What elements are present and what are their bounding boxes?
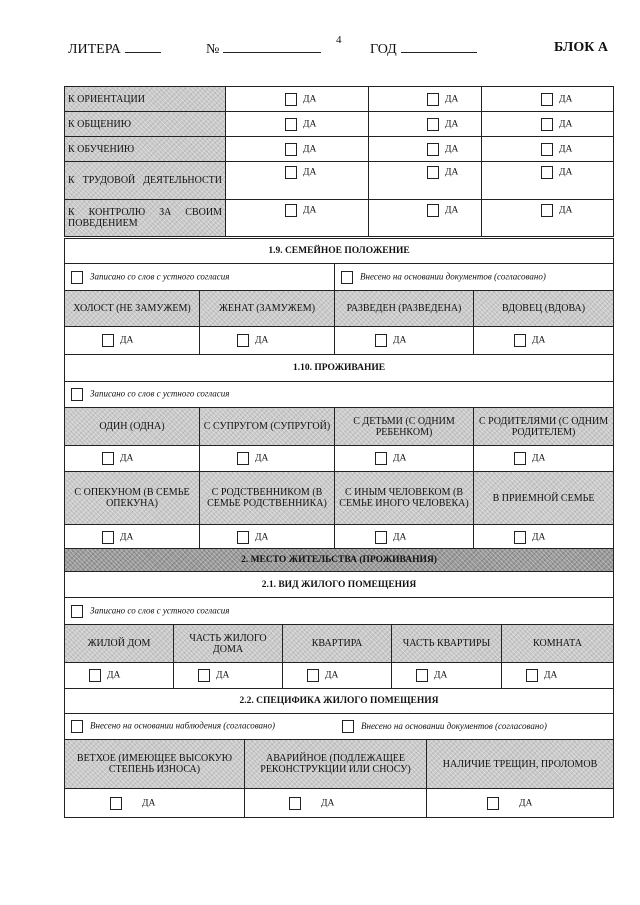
attitude-label: К ТРУДОВОЙ ДЕЯТЕЛЬНОСТИ bbox=[65, 162, 226, 200]
checkbox[interactable] bbox=[289, 797, 301, 810]
yes-option[interactable] bbox=[226, 200, 369, 237]
option-label: С РОДСТВЕННИКОМ (В СЕМЬЕ РОДСТВЕННИКА) bbox=[200, 472, 335, 525]
number-field[interactable] bbox=[206, 40, 321, 58]
checkbox[interactable] bbox=[285, 143, 297, 156]
yes-label: ДА bbox=[120, 453, 134, 464]
yes-option[interactable] bbox=[474, 327, 614, 355]
note-label: Внесено на основании документов (согласовано) bbox=[360, 271, 546, 282]
yes-option[interactable] bbox=[174, 663, 283, 689]
yes-label: ДА bbox=[325, 670, 339, 681]
year-blank[interactable] bbox=[401, 40, 477, 53]
attitude-label: К ОРИЕНТАЦИИ bbox=[65, 87, 226, 112]
yes-label: ДА bbox=[303, 167, 317, 178]
yes-label: ДА bbox=[445, 94, 459, 105]
yes-option[interactable] bbox=[226, 112, 369, 137]
yes-option[interactable] bbox=[369, 87, 482, 112]
yes-option[interactable] bbox=[65, 789, 245, 818]
yes-option[interactable] bbox=[427, 789, 614, 818]
number-blank[interactable] bbox=[223, 40, 321, 53]
yes-option[interactable] bbox=[65, 327, 200, 355]
yes-label: ДА bbox=[255, 532, 269, 543]
source-option[interactable] bbox=[65, 382, 614, 408]
yes-label: ДА bbox=[519, 798, 533, 809]
section-title: 2. МЕСТО ЖИТЕЛЬСТВА (ПРОЖИВАНИЯ) bbox=[65, 549, 614, 572]
yes-option[interactable] bbox=[65, 446, 200, 472]
checkbox[interactable] bbox=[514, 452, 526, 465]
option-label: ОДИН (ОДНА) bbox=[65, 408, 200, 446]
option-label: КОМНАТА bbox=[502, 625, 614, 663]
yes-label: ДА bbox=[393, 532, 407, 543]
yes-label: ДА bbox=[216, 670, 230, 681]
checkbox[interactable] bbox=[427, 204, 439, 217]
yes-label: ДА bbox=[321, 798, 335, 809]
option-label: ЧАСТЬ КВАРТИРЫ bbox=[392, 625, 502, 663]
option-label: ЖИЛОЙ ДОМ bbox=[65, 625, 174, 663]
yes-option[interactable] bbox=[200, 327, 335, 355]
checkbox[interactable] bbox=[285, 118, 297, 131]
yes-option[interactable] bbox=[65, 525, 200, 551]
yes-option[interactable] bbox=[283, 663, 392, 689]
checkbox[interactable] bbox=[541, 204, 553, 217]
yes-label: ДА bbox=[434, 670, 448, 681]
checkbox[interactable] bbox=[341, 271, 353, 284]
checkbox[interactable] bbox=[514, 334, 526, 347]
yes-label: ДА bbox=[445, 144, 459, 155]
yes-option[interactable] bbox=[335, 525, 474, 551]
attitude-label: К ОБЩЕНИЮ bbox=[65, 112, 226, 137]
yes-label: ДА bbox=[532, 335, 546, 346]
checkbox[interactable] bbox=[71, 605, 83, 618]
checkbox[interactable] bbox=[89, 669, 101, 682]
yes-label: ДА bbox=[107, 670, 121, 681]
option-label: ВЕТХОЕ (ИМЕЮЩЕЕ ВЫСОКУЮ СТЕПЕНЬ ИЗНОСА) bbox=[65, 740, 245, 789]
family-status-table bbox=[64, 238, 614, 355]
checkbox[interactable] bbox=[102, 531, 114, 544]
option-label: КВАРТИРА bbox=[283, 625, 392, 663]
yes-option[interactable] bbox=[369, 137, 482, 162]
yes-label: ДА bbox=[255, 453, 269, 464]
checkbox[interactable] bbox=[541, 118, 553, 131]
attitude-label: К КОНТРОЛЮ ЗА СВОИМ ПОВЕДЕНИЕМ bbox=[65, 200, 226, 237]
yes-label: ДА bbox=[559, 119, 573, 130]
checkbox[interactable] bbox=[541, 143, 553, 156]
checkbox[interactable] bbox=[285, 204, 297, 217]
yes-label: ДА bbox=[559, 144, 573, 155]
checkbox[interactable] bbox=[307, 669, 319, 682]
checkbox[interactable] bbox=[427, 118, 439, 131]
source-option[interactable] bbox=[342, 721, 547, 731]
checkbox[interactable] bbox=[237, 531, 249, 544]
yes-label: ДА bbox=[255, 335, 269, 346]
checkbox[interactable] bbox=[71, 388, 83, 401]
yes-label: ДА bbox=[445, 119, 459, 130]
checkbox[interactable] bbox=[541, 93, 553, 106]
checkbox[interactable] bbox=[102, 452, 114, 465]
residence-table bbox=[64, 548, 614, 689]
checkbox[interactable] bbox=[110, 797, 122, 810]
option-label: РАЗВЕДЕН (РАЗВЕДЕНА) bbox=[335, 291, 474, 327]
yes-label: ДА bbox=[120, 335, 134, 346]
yes-option[interactable] bbox=[335, 446, 474, 472]
yes-option[interactable] bbox=[369, 200, 482, 237]
checkbox[interactable] bbox=[375, 452, 387, 465]
checkbox[interactable] bbox=[198, 669, 210, 682]
yes-option[interactable] bbox=[226, 137, 369, 162]
option-label: ЧАСТЬ ЖИЛОГО ДОМА bbox=[174, 625, 283, 663]
yes-label: ДА bbox=[142, 798, 156, 809]
yes-option[interactable] bbox=[482, 87, 614, 112]
yes-label: ДА bbox=[445, 205, 459, 216]
option-label: НАЛИЧИЕ ТРЕЩИН, ПРОЛОМОВ bbox=[427, 740, 614, 789]
checkbox[interactable] bbox=[427, 93, 439, 106]
checkbox[interactable] bbox=[71, 271, 83, 284]
checkbox[interactable] bbox=[285, 166, 297, 179]
option-label: ХОЛОСТ (НЕ ЗАМУЖЕМ) bbox=[65, 291, 200, 327]
block-label: БЛОК А bbox=[554, 40, 608, 55]
yes-label: ДА bbox=[532, 453, 546, 464]
yes-option[interactable] bbox=[200, 525, 335, 551]
yes-option[interactable] bbox=[226, 162, 369, 200]
checkbox[interactable] bbox=[285, 93, 297, 106]
option-label: АВАРИЙНОЕ (ПОДЛЕЖАЩЕЕ РЕКОНСТРУКЦИИ ИЛИ СНОСУ) bbox=[245, 740, 427, 789]
note-label: Внесено на основании наблюдения (согласовано) bbox=[90, 720, 276, 731]
note-label: Записано со слов с устного согласия bbox=[90, 388, 230, 399]
yes-option[interactable] bbox=[335, 327, 474, 355]
attitude-label: К ОБУЧЕНИЮ bbox=[65, 137, 226, 162]
option-label: В ПРИЕМНОЙ СЕМЬЕ bbox=[474, 472, 614, 525]
litera-blank[interactable] bbox=[125, 40, 161, 53]
yes-label: ДА bbox=[445, 167, 459, 178]
yes-option[interactable] bbox=[474, 446, 614, 472]
checkbox[interactable] bbox=[427, 143, 439, 156]
yes-option[interactable] bbox=[369, 162, 482, 200]
year-label: ГОД bbox=[370, 42, 397, 57]
checkbox[interactable] bbox=[541, 166, 553, 179]
section-title: 2.1. ВИД ЖИЛОГО ПОМЕЩЕНИЯ bbox=[65, 572, 614, 598]
page-number: 4 bbox=[336, 34, 342, 46]
yes-option[interactable] bbox=[226, 87, 369, 112]
yes-option[interactable] bbox=[245, 789, 427, 818]
yes-label: ДА bbox=[393, 335, 407, 346]
yes-label: ДА bbox=[559, 167, 573, 178]
year-field[interactable] bbox=[370, 40, 477, 58]
yes-label: ДА bbox=[559, 94, 573, 105]
form-header bbox=[68, 40, 608, 62]
option-label: С ДЕТЬМИ (С ОДНИМ РЕБЕНКОМ) bbox=[335, 408, 474, 446]
yes-label: ДА bbox=[559, 205, 573, 216]
yes-label: ДА bbox=[303, 94, 317, 105]
yes-option[interactable] bbox=[474, 525, 614, 551]
section-title: 2.2. СПЕЦИФИКА ЖИЛОГО ПОМЕЩЕНИЯ bbox=[65, 689, 614, 714]
checkbox[interactable] bbox=[237, 334, 249, 347]
attitude-row bbox=[65, 112, 614, 137]
source-option[interactable] bbox=[71, 720, 342, 733]
checkbox[interactable] bbox=[526, 669, 538, 682]
litera-field[interactable] bbox=[68, 40, 161, 58]
checkbox[interactable] bbox=[375, 334, 387, 347]
source-option[interactable] bbox=[65, 264, 335, 291]
number-label: № bbox=[206, 42, 220, 57]
option-label: С РОДИТЕЛЯМИ (С ОДНИМ РОДИТЕЛЕМ) bbox=[474, 408, 614, 446]
yes-option[interactable] bbox=[392, 663, 502, 689]
checkbox[interactable] bbox=[237, 452, 249, 465]
checkbox[interactable] bbox=[71, 720, 83, 733]
section-title: 1.9. СЕМЕЙНОЕ ПОЛОЖЕНИЕ bbox=[65, 239, 614, 264]
yes-option[interactable] bbox=[482, 162, 614, 200]
option-label: С СУПРУГОМ (СУПРУГОЙ) bbox=[200, 408, 335, 446]
source-option[interactable] bbox=[65, 598, 614, 625]
note-label: Записано со слов с устного согласия bbox=[90, 605, 230, 616]
living-table bbox=[64, 354, 614, 551]
option-label: С ИНЫМ ЧЕЛОВЕКОМ (В СЕМЬЕ ИНОГО ЧЕЛОВЕКА) bbox=[335, 472, 474, 525]
checkbox[interactable] bbox=[514, 531, 526, 544]
option-label: С ОПЕКУНОМ (В СЕМЬЕ ОПЕКУНА) bbox=[65, 472, 200, 525]
yes-label: ДА bbox=[303, 144, 317, 155]
note-label: Внесено на основании документов (согласовано) bbox=[361, 720, 547, 731]
note-label: Записано со слов с устного согласия bbox=[90, 271, 230, 282]
yes-label: ДА bbox=[303, 205, 317, 216]
checkbox[interactable] bbox=[102, 334, 114, 347]
option-label: ВДОВЕЦ (ВДОВА) bbox=[474, 291, 614, 327]
attitude-row bbox=[65, 87, 614, 112]
attitude-row bbox=[65, 200, 614, 237]
attitude-table bbox=[64, 86, 614, 237]
checkbox[interactable] bbox=[427, 166, 439, 179]
yes-option[interactable] bbox=[482, 200, 614, 237]
yes-label: ДА bbox=[303, 119, 317, 130]
section-title: 1.10. ПРОЖИВАНИЕ bbox=[65, 355, 614, 382]
yes-option[interactable] bbox=[482, 137, 614, 162]
yes-label: ДА bbox=[120, 532, 134, 543]
litera-label: ЛИТЕРА bbox=[68, 42, 121, 57]
source-options bbox=[65, 714, 614, 740]
yes-label: ДА bbox=[544, 670, 558, 681]
housing-specifics-table bbox=[64, 688, 614, 818]
yes-option[interactable] bbox=[482, 112, 614, 137]
checkbox[interactable] bbox=[375, 531, 387, 544]
attitude-row bbox=[65, 137, 614, 162]
attitude-row bbox=[65, 162, 614, 200]
yes-option[interactable] bbox=[369, 112, 482, 137]
yes-label: ДА bbox=[532, 532, 546, 543]
checkbox[interactable] bbox=[487, 797, 499, 810]
yes-option[interactable] bbox=[65, 663, 174, 689]
yes-label: ДА bbox=[393, 453, 407, 464]
checkbox[interactable] bbox=[416, 669, 428, 682]
yes-option[interactable] bbox=[200, 446, 335, 472]
yes-option[interactable] bbox=[502, 663, 614, 689]
checkbox[interactable] bbox=[342, 720, 354, 733]
option-label: ЖЕНАТ (ЗАМУЖЕМ) bbox=[200, 291, 335, 327]
source-option[interactable] bbox=[335, 264, 614, 291]
